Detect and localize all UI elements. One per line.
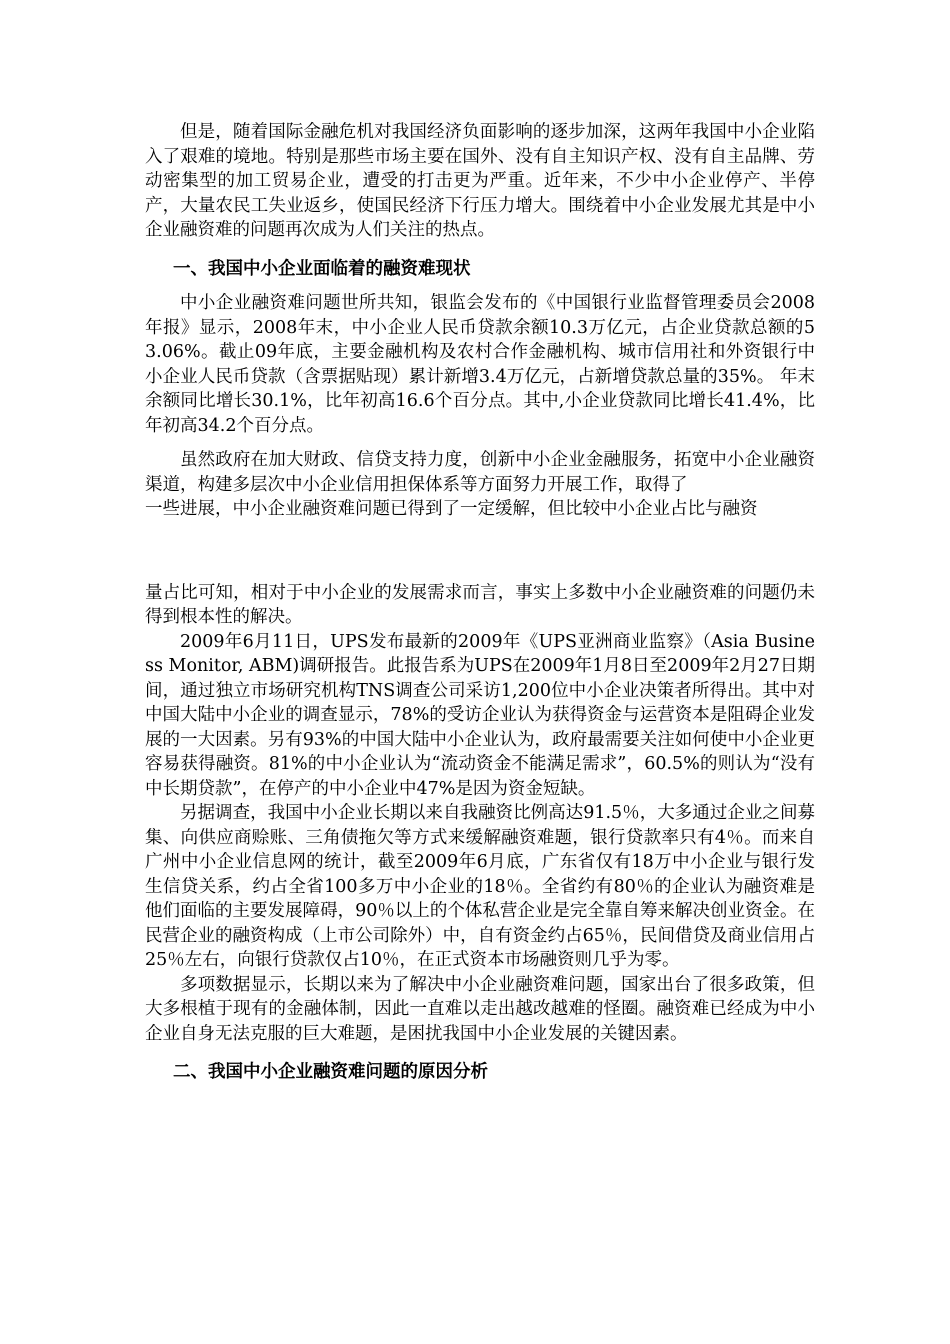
- paragraph-government-support-part1: 虽然政府在加大财政、信贷支持力度，创新中小企业金融服务，拓宽中小企业融资渠道，构建多层次中小企业信用担保体系等方面努力开展工作，取得了: [145, 450, 815, 495]
- paragraph-government-support: [145, 448, 815, 522]
- page-break: [145, 522, 815, 581]
- paragraph-loan-stats: 中小企业融资难问题世所共知，银监会发布的《中国银行业监督管理委员会2008年报》显示，2008年末，中小企业人民币贷款余额10.3万亿元，占企业贷款总额的53.06%。截止09年底，主要金融机构及农村合作金融机构、城市信用社和外资银行中小企业人民币贷款（含票据贴现）累计新增3.4万亿元，占新增贷款总量的35%。 年末余额同比增长30.1%，比年初高16.6个百分点。其中,小企业贷款同比增长41.4%，比年初高34.2个百分点。: [145, 293, 815, 436]
- paragraph-ups-survey: 2009年6月11日，UPS发布最新的2009年《UPS亚洲商业监察》（Asia Business Monitor, ABM)调研报告。此报告系为UPS在2009年1月8日至2009年2月27日期间，通过独立市场研究机构TNS调查公司采访1,200位中小企业决策者所得出。其中对中国大陆中小企业的调查显示，78%的受访企业认为获得资金与运营资本是阻碍企业发展的一大因素。另有93%的中国大陆中小企业认为，政府最需要关注如何使中小企业更容易获得融资。81%的中小企业认为“流动资金不能满足需求”，60.5%的则认为“没有中长期贷款”，在停产的中小企业中47%是因为资金短缺。: [145, 631, 815, 799]
- document-page: [145, 120, 815, 1085]
- paragraph-self-financing: 另据调查，我国中小企业长期以来自我融资比例高达91.5％，大多通过企业之间募集、向供应商赊账、三角债拖欠等方式来缓解融资难题，银行贷款率只有4％。而来自广州中小企业信息网的统计，截至2009年6月底，广东省仅有18万中小企业与银行发生信贷关系，约占全省100多万中小企业的18％。全省约有80％的企业认为融资难是他们面临的主要发展障碍，90％以上的个体私营企业是完全靠自筹来解决创业资金。在民营企业的融资构成（上市公司除外）中，自有资金约占65％，民间借贷及商业信用占25％左右，向银行贷款仅占10％，在正式资本市场融资则几乎为零。: [145, 803, 815, 970]
- paragraph-continuation: 量占比可知，相对于中小企业的发展需求而言，事实上多数中小企业融资难的问题仍未得到根本性的解决。: [145, 582, 815, 627]
- section-heading-2: 二、我国中小企业融资难问题的原因分析: [173, 1062, 488, 1082]
- section-heading-1: 一、我国中小企业面临着的融资难现状: [173, 258, 471, 279]
- paragraph-intro: 但是，随着国际金融危机对我国经济负面影响的逐步加深，这两年我国中小企业陷入了艰难的境地。特别是那些市场主要在国外、没有自主知识产权、没有自主品牌、劳动密集型的加工贸易企业，遭受的打击更为严重。近年来，不少中小企业停产、半停产，大量农民工失业返乡，使国民经济下行压力增大。围绕着中小企业发展尤其是中小企业融资难的问题再次成为人们关注的热点。: [145, 122, 815, 240]
- paragraph-government-support-part2: 一些进展，中小企业融资难问题已得到了一定缓解，但比较中小企业占比与融资: [145, 499, 758, 519]
- paragraph-policy: 多项数据显示，长期以来为了解决中小企业融资难问题，国家出台了很多政策，但大多根植于现有的金融体制，因此一直难以走出越改越难的怪圈。融资难已经成为中小企业自身无法克服的巨大难题，是困扰我国中小企业发展的关键因素。: [145, 974, 815, 1044]
